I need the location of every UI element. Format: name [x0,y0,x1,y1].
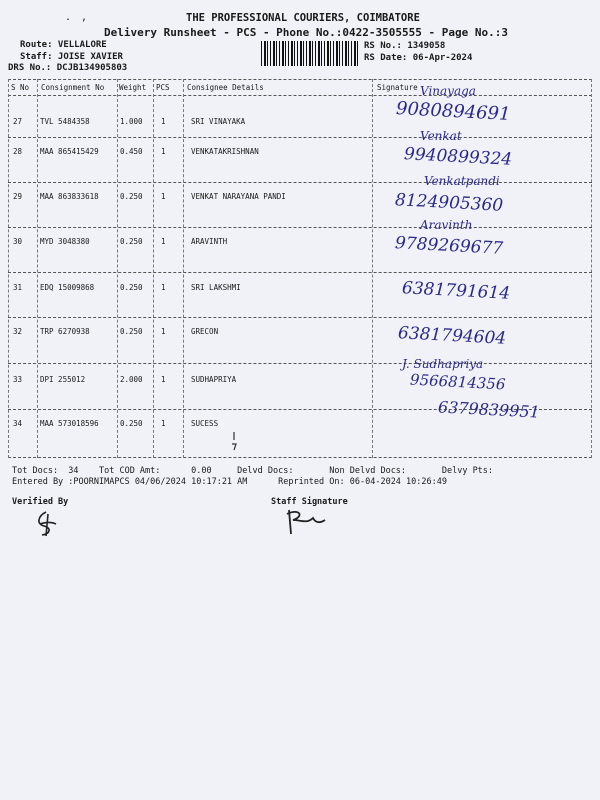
barcode [261,41,358,66]
signature-name: Vinayaga [420,84,476,98]
staff-signature-label: Staff Signature [271,497,348,507]
rs-date: RS Date: 06-Apr-2024 [364,53,473,63]
signature-phone: 6381794604 [397,323,507,349]
entered-by-line: Entered By :POORNIMAPCS 04/06/2024 10:17:21 AM Reprinted On: 06-04-2024 10:26:49 [12,477,447,487]
cell-consignee: SUCESS [191,419,219,428]
cell-weight: 2.000 [120,375,143,384]
col-header-sno: S No [11,83,30,92]
cell-consignee: SRI LAKSHMI [191,283,241,292]
header-divider [8,95,592,96]
cell-weight: 0.250 [120,192,143,201]
signature-name: Aravinth [420,218,473,232]
cell-pcs: 1 [161,327,166,336]
cell-sno: 33 [13,375,23,384]
cell-consignee: VENKAT NARAYANA PANDI [191,192,286,201]
signature-phone: 9566814356 [409,370,506,394]
cell-consignee: SRI VINAYAKA [191,117,246,126]
company-name: THE PROFESSIONAL COURIERS, COIMBATORE [186,12,420,24]
signature-name: Venkat [420,129,462,143]
consignee-mark [227,430,241,452]
cell-consignee: GRECON [191,327,219,336]
cell-sno: 27 [13,117,23,126]
col-header-weight: Weight [119,83,147,92]
row-divider [8,363,592,364]
signature-phone: 6379839951 [437,397,541,422]
cell-consignment: MAA 865415429 [40,147,99,156]
row-divider [8,137,592,138]
cell-consignee: VENKATAKRISHNAN [191,147,259,156]
cell-consignee: SUDHAPRIYA [191,375,237,384]
signature-phone: 9940899324 [403,144,513,170]
cell-consignee: ARAVINTH [191,237,228,246]
drs-number: DRS No.: DCJB134905803 [8,63,128,73]
column-divider [183,79,184,458]
cell-weight: 0.250 [120,327,143,336]
staff-signature [283,506,328,538]
signature-phone: 8124905360 [394,190,504,216]
col-header-consignee: Consignee Details [187,83,264,92]
cell-pcs: 1 [161,375,166,384]
col-header-signature: Signature [377,83,418,92]
cell-pcs: 1 [161,283,166,292]
column-divider [8,79,9,458]
row-divider [8,317,592,318]
route-label: Route: VELLALORE [20,40,107,50]
col-header-pcs: PCS [156,83,170,92]
column-divider [117,79,118,458]
runsheet-title: Delivery Runsheet - PCS - Phone No.:0422-3505555 - Page No.:3 [104,26,508,39]
signature-name: Venkatpandi [424,174,500,188]
cell-consignment: TVL 5484358 [40,117,90,126]
cell-pcs: 1 [161,117,166,126]
header-mark: . , [65,12,90,23]
column-divider [37,79,38,458]
cell-pcs: 1 [161,147,166,156]
signature-phone: 9789269677 [394,233,504,259]
column-divider [591,79,592,458]
signature-name: J. Sudhapriya [402,357,484,371]
cell-weight: 0.250 [120,237,143,246]
verified-signature [32,510,62,538]
col-header-consignment: Consignment No [41,83,105,92]
cell-consignment: TRP 6270938 [40,327,90,336]
row-divider [8,272,592,273]
row-divider [8,227,592,228]
cell-weight: 1.000 [120,117,143,126]
cell-pcs: 1 [161,192,166,201]
cell-consignment: DPI 255012 [40,375,86,384]
column-divider [153,79,154,458]
cell-consignment: MYD 3048380 [40,237,90,246]
cell-sno: 28 [13,147,23,156]
cell-sno: 30 [13,237,23,246]
row-divider [8,182,592,183]
cell-sno: 34 [13,419,23,428]
cell-consignment: EDQ 15009868 [40,283,95,292]
cell-weight: 0.250 [120,283,143,292]
cell-consignment: MAA 863833618 [40,192,99,201]
cell-pcs: 1 [161,419,166,428]
cell-weight: 0.250 [120,419,143,428]
cell-weight: 0.450 [120,147,143,156]
table-border [8,457,592,458]
cell-consignment: MAA 573018596 [40,419,99,428]
signature-phone: 9080894691 [395,98,512,125]
cell-sno: 31 [13,283,23,292]
cell-sno: 29 [13,192,23,201]
column-divider [372,79,373,458]
totals-line: Tot Docs: 34 Tot COD Amt: 0.00 Delvd Docs: Non Delvd Docs: Delvy Pts: [12,466,494,476]
verified-by-label: Verified By [12,497,69,507]
staff-label: Staff: JOISE XAVIER [20,52,123,62]
cell-pcs: 1 [161,237,166,246]
table-border [8,79,592,80]
rs-number: RS No.: 1349058 [364,41,446,51]
cell-sno: 32 [13,327,23,336]
signature-phone: 6381791614 [401,278,511,304]
